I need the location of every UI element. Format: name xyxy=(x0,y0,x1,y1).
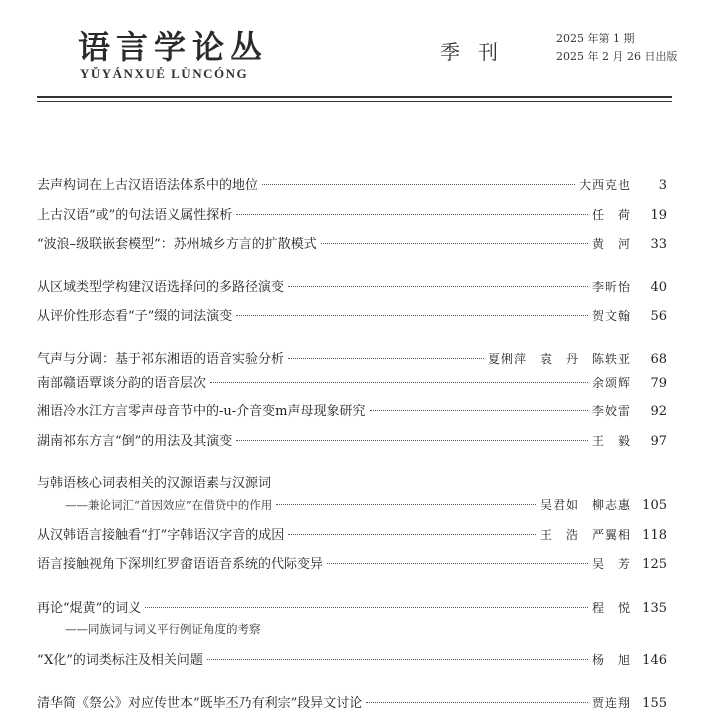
toc-author: 杨 旭 xyxy=(591,653,631,667)
toc-author: 黄 河 xyxy=(591,237,631,251)
toc-title: 与韩语核心词表相关的汉源语素与汉源词 xyxy=(37,476,272,491)
toc-entry[interactable] xyxy=(37,472,667,491)
toc-entry[interactable] xyxy=(37,597,667,616)
leader-dots xyxy=(236,440,588,441)
toc-page: 56 xyxy=(650,309,667,324)
toc-title: “波浪–级联嵌套模型”：苏州城乡方言的扩散模式 xyxy=(37,237,317,252)
toc-title: 湖南祁东方言“倒”的用法及其演变 xyxy=(37,434,233,449)
toc-entry[interactable] xyxy=(37,692,667,711)
toc-page: 3 xyxy=(658,178,667,193)
issue-number: 2025 年第 1 期 xyxy=(556,32,635,45)
toc-author: 夏俐萍 袁 丹 陈轶亚 xyxy=(487,352,631,366)
toc-page: 68 xyxy=(650,352,667,367)
toc-author: 吴君如 柳志惠 xyxy=(539,498,631,512)
toc-page: 79 xyxy=(650,376,667,391)
toc-page: 19 xyxy=(650,208,667,223)
toc-title: 从汉韩语言接触看“打”字韩语汉字音的成因 xyxy=(37,528,285,543)
toc-author: 王 毅 xyxy=(591,434,631,448)
toc-page: 92 xyxy=(650,404,667,419)
toc-author: 王 浩 严翼相 xyxy=(539,528,631,542)
toc-title: 去声构词在上古汉语语法体系中的地位 xyxy=(37,178,259,193)
toc-page: 155 xyxy=(642,696,667,711)
toc-entry[interactable] xyxy=(37,524,667,543)
toc-entry-continued[interactable] xyxy=(65,496,667,513)
leader-dots xyxy=(321,243,588,244)
toc-author: 任 荷 xyxy=(591,208,631,222)
leader-dots xyxy=(145,607,588,608)
toc-author: 贺文翰 xyxy=(591,309,631,323)
leader-dots xyxy=(210,382,588,383)
toc-entry[interactable] xyxy=(37,400,667,419)
toc-author: 余颂辉 xyxy=(591,376,631,390)
leader-dots xyxy=(236,214,588,215)
leader-dots xyxy=(276,504,536,505)
toc-title: 清华简《祭公》对应传世本“既毕丕乃有利宗”段异文讨论 xyxy=(37,696,363,711)
toc-page: 105 xyxy=(642,498,667,513)
toc-title: 气声与分调：基于祁东湘语的语音实验分析 xyxy=(37,352,285,367)
quarterly-label: 季刊 xyxy=(440,40,516,64)
toc-page: 146 xyxy=(642,653,667,668)
toc-page: 118 xyxy=(642,528,667,543)
toc-entry[interactable] xyxy=(37,430,667,449)
toc-title: 语言接触视角下深圳红罗畲语语音系统的代际变异 xyxy=(37,557,324,572)
toc-author: 李姣雷 xyxy=(591,404,631,418)
toc-subtitle: ——兼论词汇“首因效应”在借贷中的作用 xyxy=(65,498,273,512)
toc-author: 贾连翔 xyxy=(591,696,631,710)
leader-dots xyxy=(236,315,588,316)
header-rule-thick xyxy=(37,96,672,98)
toc-entry[interactable] xyxy=(37,553,667,572)
leader-dots xyxy=(366,702,588,703)
toc-author: 吴 芳 xyxy=(591,557,631,571)
toc-entry[interactable] xyxy=(37,233,667,252)
issue-info xyxy=(556,30,677,66)
publication-date: 2025 年 2 月 26 日出版 xyxy=(556,50,678,63)
toc-title: 再论“焜黄”的词义 xyxy=(37,601,142,616)
toc-title: 南部赣语覃谈分韵的语音层次 xyxy=(37,376,207,391)
leader-dots xyxy=(262,184,575,185)
leader-dots xyxy=(327,563,588,564)
toc-author: 大西克也 xyxy=(578,178,631,192)
toc-entry[interactable] xyxy=(37,305,667,324)
toc-title: 从评价性形态看“子”缀的词法演变 xyxy=(37,309,233,324)
toc-entry[interactable] xyxy=(37,348,667,367)
toc-page: 97 xyxy=(650,434,667,449)
toc-entry[interactable] xyxy=(37,174,667,193)
toc-subtitle: ——同族词与词义平行例证角度的考察 xyxy=(65,622,261,636)
leader-dots xyxy=(370,410,588,411)
toc-page: 135 xyxy=(642,601,667,616)
toc-page: 125 xyxy=(642,557,667,572)
toc-entry[interactable] xyxy=(37,649,667,668)
toc-title: “X化”的词类标注及相关问题 xyxy=(37,653,203,668)
toc-title: 上古汉语“或”的句法语义属性探析 xyxy=(37,208,233,223)
leader-dots xyxy=(288,358,484,359)
toc-entry[interactable] xyxy=(37,372,667,391)
journal-title: 语言学论丛 xyxy=(78,28,269,66)
leader-dots xyxy=(207,659,588,660)
leader-dots xyxy=(288,286,588,287)
toc-title: 湘语冷水江方言零声母音节中的-u-介音变m声母现象研究 xyxy=(37,404,366,419)
toc-author: 李昕怡 xyxy=(591,280,631,294)
toc-page: 40 xyxy=(650,280,667,295)
toc-entry[interactable] xyxy=(37,204,667,223)
toc-entry[interactable] xyxy=(37,276,667,295)
leader-dots xyxy=(288,534,536,535)
toc-page: 33 xyxy=(650,237,667,252)
toc-author: 程 悦 xyxy=(591,601,631,615)
journal-pinyin: YǓYÁNXUÉ LÙNCÓNG xyxy=(80,66,249,81)
header-rule-thin xyxy=(37,101,672,102)
toc-title: 从区域类型学构建汉语选择问的多路径演变 xyxy=(37,280,285,295)
